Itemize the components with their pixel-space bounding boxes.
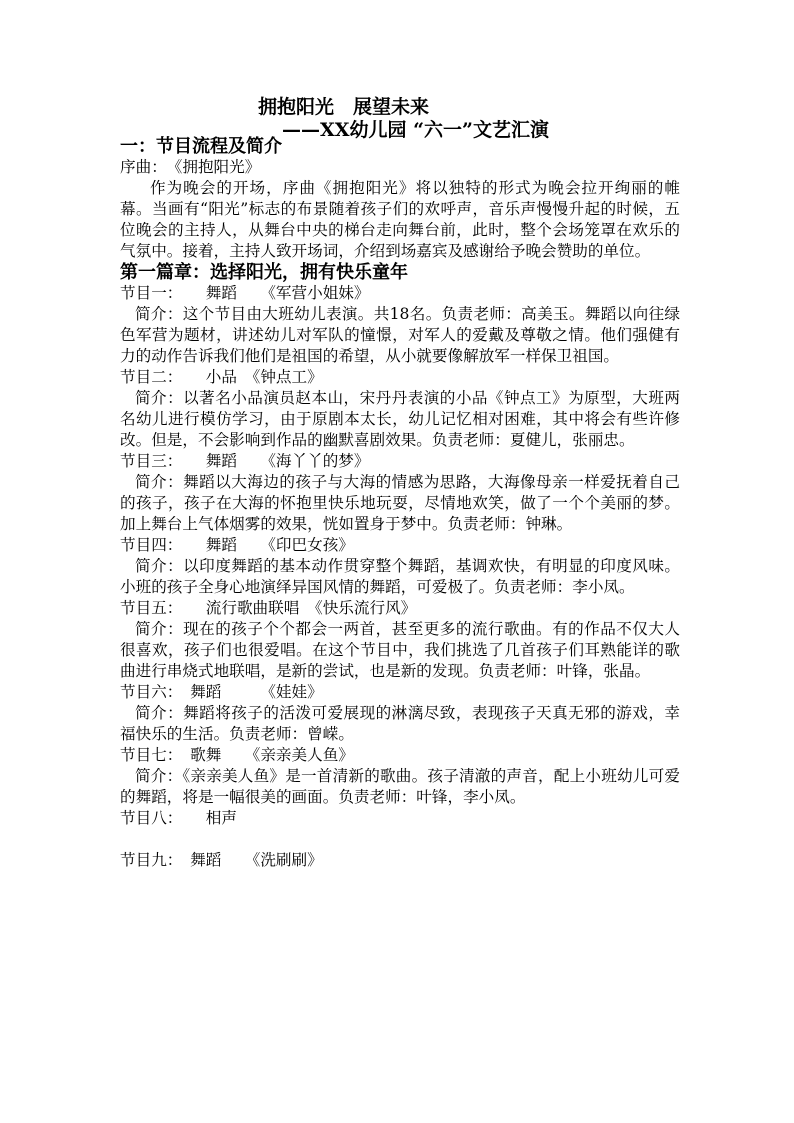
- program-label: 节目四： 舞蹈 《印巴女孩》: [120, 536, 354, 554]
- blank-line: [120, 829, 680, 850]
- program-description: 简介：舞蹈将孩子的活泼可爱展现的淋漓尽致，表现孩子天真无邪的游戏，幸福快乐的生活。负责老师：曾嵘。: [120, 704, 680, 743]
- program-label: 节目八： 相声: [120, 809, 237, 827]
- program-label: 节目二： 小品 《钟点工》: [120, 368, 323, 386]
- document-title: 拥抱阳光 展望未来: [258, 96, 430, 118]
- prelude-text: 作为晚会的开场，序曲《拥抱阳光》将以独特的形式为晚会拉开绚丽的帷幕。当画有“阳光”标志的布景随着孩子们的欢呼声，音乐声慢慢升起的时候，五位晚会的主持人，从舞台中央的梯台走向舞台前，此时，整个会场笼罩在欢乐的气氛中。接着，主持人致开场词，介绍到场嘉宾及感谢给予晚会赞助的单位。: [120, 179, 680, 260]
- program-label: 节目一： 舞蹈 《军营小姐妹》: [120, 284, 370, 302]
- section-heading: 一：节目流程及简介: [120, 136, 282, 157]
- program-description: 简介：舞蹈以大海边的孩子与大海的情感为思路，大海像母亲一样爱抚着自己的孩子，孩子在大海的怀抱里快乐地玩耍，尽情地欢笑，做了一个个美丽的梦。加上舞台上气体烟雾的效果，恍如置身于梦中。负责老师：钟琳。: [120, 473, 680, 533]
- program-label: 节目五： 流行歌曲联唱 《快乐流行风》: [120, 599, 417, 617]
- program-description: 简介：以印度舞蹈的基本动作贯穿整个舞蹈，基调欢快，有明显的印度风味。小班的孩子全身心地演绎异国风情的舞蹈，可爱极了。负责老师：李小凤。: [120, 557, 680, 596]
- program-description: 简介：以著名小品演员赵本山，宋丹丹表演的小品《钟点工》为原型，大班两名幼儿进行模仿学习，由于原剧本太长，幼儿记忆相对困难，其中将会有些许修改。但是，不会影响到作品的幽默喜剧效果。负责老师：夏健儿，张丽忠。: [120, 389, 680, 449]
- program-label: 节目七： 歌舞 《亲亲美人鱼》: [120, 746, 354, 764]
- chapter-heading: 第一篇章：选择阳光，拥有快乐童年: [120, 262, 408, 283]
- program-label: 节目九： 舞蹈 《洗刷刷》: [120, 851, 323, 869]
- program-description: 简介：《亲亲美人鱼》是一首清新的歌曲。孩子清澈的声音，配上小班幼儿可爱的舞蹈，将是一幅很美的画面。负责老师：叶锋，李小凤。: [120, 767, 680, 806]
- document-body: [120, 136, 680, 871]
- program-description: 简介：这个节目由大班幼儿表演。共18名。负责老师：高美玉。舞蹈以向往绿色军营为题材，讲述幼儿对军队的憧憬，对军人的爱戴及尊敬之情。他们强健有力的动作告诉我们他们是祖国的希望，从小就要像解放军一样保卫祖国。: [120, 305, 680, 365]
- prelude-label: 序曲： 《拥抱阳光》: [120, 158, 261, 176]
- program-description: 简介：现在的孩子个个都会一两首，甚至更多的流行歌曲。有的作品不仅大人很喜欢，孩子们也很爱唱。在这个节目中，我们挑选了几首孩子们耳熟能详的歌曲进行串烧式地联唱，是新的尝试，也是新的发现。负责老师：叶锋，张晶。: [120, 620, 680, 680]
- program-label: 节目六： 舞蹈 《娃娃》: [120, 683, 323, 701]
- document-subtitle: ——XX幼儿园 “六一”文艺汇演: [282, 119, 549, 141]
- program-label: 节目三： 舞蹈 《海丫丫的梦》: [120, 452, 370, 470]
